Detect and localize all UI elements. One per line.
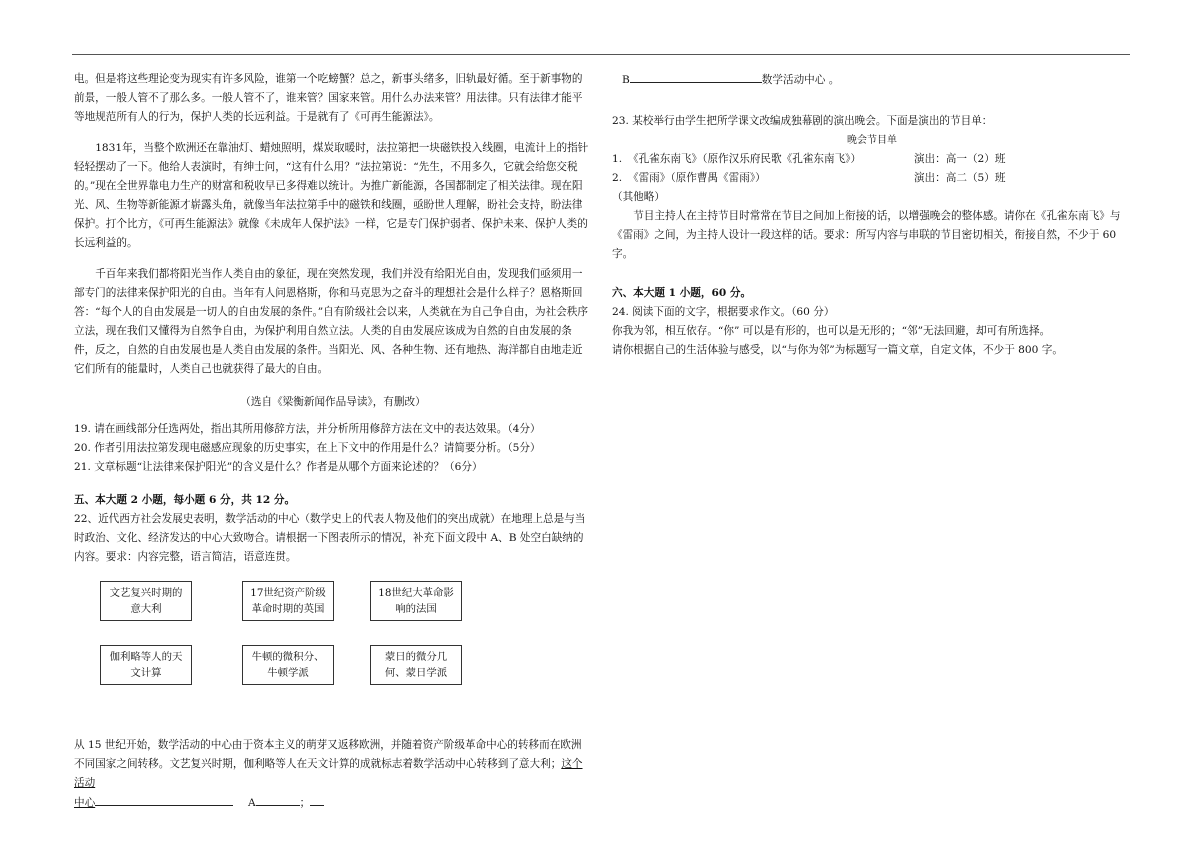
fill-paragraph-underlined: 这个活动	[74, 758, 583, 789]
program-item-performer: 演出：高一（2）班	[914, 153, 1006, 165]
blank-b-line[interactable]	[630, 70, 762, 83]
fill-paragraph-text: 从 15 世纪开始，数学活动的中心由于资本主义的萌芽又返移欧洲，并随着资产阶级革命中心的转移而在欧洲不同国家之间转移。文艺复兴时期，伽利略等人在天文计算的成就标志着数学活动中心转移到了意大利；	[74, 739, 582, 770]
diagram-box-galileo: 伽利略等人的天文计算	[100, 645, 192, 685]
left-column	[74, 70, 592, 813]
question-20: 20. 作者引用法拉第发现电磁感应现象的历史事实，在上下文中的作用是什么？请简要分析。（5分）	[74, 442, 541, 454]
program-item-title: 《雷雨》（原作曹禺《雷雨》）	[628, 172, 766, 184]
blank-b-label: B	[622, 74, 630, 86]
program-omitted: （其他略）	[612, 191, 665, 203]
question-23-body: 节目主持人在主持节目时常常在节目之间加上衔接的话，以增强晚会的整体感。请你在《孔雀东南飞》与《雷雨》之间，为主持人设计一段这样的话。要求：所写内容与串联的节目密切相关，衔接自然，不少于 60 字。	[612, 210, 1121, 260]
reading-paragraph-2: 1831年，当整个欧洲还在靠油灯、蜡烛照明，煤炭取暖时，法拉第把一块磁铁投入线圈，电流计上的指针轻轻摆动了一下。他给人表演时，有绅士问，“这有什么用？”法拉第说：“先生，不用多久，它就会给您交税的。”现在全世界靠电力生产的财富和税收早已多得难以统计。为推广新能源，各国都制定了相关法律。现在阳光、风、生物等新能源才崭露头角，就像当年法拉第手中的磁铁和线圈，亟盼世人理解，盼社会支持，盼法律保护。打个比方，《可再生能源法》就像《未成年人保护法》一样，它是专门保护弱者、保护未来、保护人类的长远利益的。	[74, 142, 589, 249]
question-19: 19. 请在画线部分任选两处，指出其所用修辞方法，并分析所用修辞方法在文中的表达效果。（4分）	[74, 423, 541, 435]
blank-a-label: A	[247, 797, 256, 809]
diagram-boxes	[74, 581, 592, 736]
question-24-text: 你我为邻，相互依存。“你” 可以是有形的，也可以是无形的；“邻”无法回避，却可有所选择。	[612, 325, 1051, 337]
program-item-num: 1.	[612, 153, 623, 165]
program-item	[612, 150, 1132, 169]
section-6-heading: 六、本大题 1 小题，60 分。	[612, 287, 752, 299]
blank-line-1[interactable]	[95, 793, 233, 806]
diagram-box-newton: 牛顿的微积分、牛顿学派	[242, 645, 334, 685]
question-21: 21. 文章标题“让法律来保护阳光”的含义是什么？作者是从哪个方面来论述的？（6分）	[74, 461, 483, 473]
program-title: 晚会节目单	[847, 135, 897, 146]
question-24: 24. 阅读下面的文字，根据要求作文。（60 分）	[612, 306, 835, 318]
program-item-num: 2.	[612, 172, 623, 184]
right-column	[612, 70, 1132, 360]
source-citation: （选自《梁衡新闻作品导读》，有删改）	[240, 396, 426, 408]
header-rule	[72, 54, 1130, 55]
question-23: 23. 某校举行由学生把所学课文改编成独幕剧的演出晚会。下面是演出的节目单：	[612, 115, 993, 127]
program-item-title: 《孔雀东南飞》（原作汉乐府民歌《孔雀东南飞》）	[628, 153, 862, 165]
diagram-box-italy: 文艺复兴时期的意大利	[100, 581, 192, 621]
question-24-requirement: 请你根据自己的生活体验与感受，以“与你为邻”为标题写一篇文章，自定文体，不少于 800 字。	[612, 344, 1063, 356]
program-item-performer: 演出：高二（5）班	[914, 172, 1006, 184]
reading-paragraph-3: 千百年来我们都将阳光当作人类自由的象征，现在突然发现，我们并没有给阳光自由，发现我们亟须用一部专门的法律来保护阳光的自由。当年有人问恩格斯，你和马克思为之奋斗的理想社会是什么样子？恩格斯回答：“每个人的自由发展是一切人的自由发展的条件。”自有阶级社会以来，人类就在为自己争自由，为社会秩序立法，现在我们又懂得为自然争自由，为保护利用自然立法。人类的自由发展应该成为自然的自由发展的条件，反之，自然的自由发展也是人类自由发展的条件。当阳光、风、各种生物、还有地热、海洋都自由地走近它们所有的能量时，人类自己也就获得了最大的自由。	[74, 268, 589, 375]
fill-paragraph	[74, 736, 592, 813]
section-5-heading: 五、本大题 2 小题，每小题 6 分，共 12 分。	[74, 494, 296, 506]
diagram-box-france: 18世纪大革命影响的法国	[370, 581, 462, 621]
blank-a-line[interactable]	[256, 793, 300, 806]
diagram-box-england: 17世纪资产阶级革命时期的英国	[242, 581, 334, 621]
fill-line-b	[622, 70, 1132, 90]
program-item	[612, 169, 1132, 188]
diagram-box-monge: 蒙日的微分几何、蒙日学派	[370, 645, 462, 685]
blank-b-suffix: 数学活动中心 。	[761, 74, 840, 86]
reading-paragraph-1: 电。但是将这些理论变为现实有许多风险，谁第一个吃螃蟹？总之，新事头绪多，旧轨最好循。至于新事物的前景，一般人管不了那么多。一般人管不了，谁来管？国家来管。用什么办法来管？用法律。只有法律才能平等地规范所有人的行为，保护人类的长远利益。于是就有了《可再生能源法》。	[74, 73, 583, 123]
fill-paragraph-underlined-2: 中心	[74, 797, 96, 809]
question-22: 22、近代西方社会发展史表明，数学活动的中心（数学史上的代表人物及他们的突出成就）在地理上总是与当时政治、文化、经济发达的中心大致吻合。请根据一下图表所示的情况，补充下面文段中 A、B 处空白缺纳的内容。要求：内容完整，语言简洁，语意连贯。	[74, 513, 586, 563]
blank-line-2[interactable]	[310, 793, 324, 806]
blank-semicolon: ；	[299, 797, 311, 809]
